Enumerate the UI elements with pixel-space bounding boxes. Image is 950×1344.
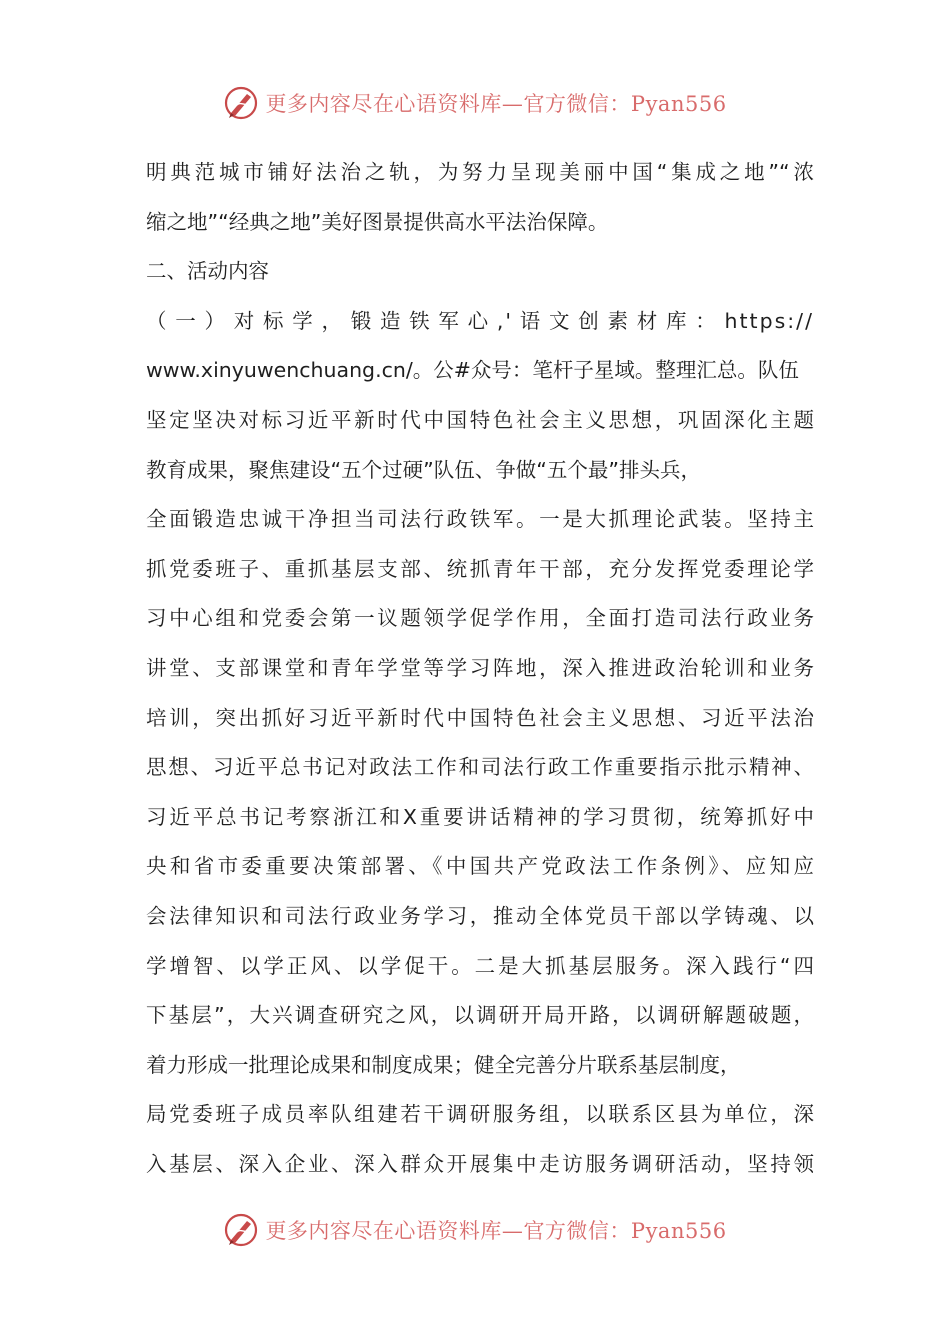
text-line: 抓党委班子、重抓基层支部、统抓青年干部，充分发挥党委理论学	[146, 556, 814, 581]
text-line: 会法律知识和司法行政业务学习，推动全体党员干部以学铸魂、以	[146, 903, 814, 928]
footer-banner	[0, 1206, 950, 1254]
banner-wechat: 官方微信：Pyan556	[523, 1219, 727, 1243]
section-heading: 二、活动内容	[146, 259, 269, 284]
text-line: 培训，突出抓好习近平新时代中国特色社会主义思想、习近平法治	[146, 705, 814, 730]
text-line: 局党委班子成员率队组建若干调研服务组，以联系区县为单位，深	[146, 1102, 814, 1127]
text-line: 讲堂、支部课堂和青年学堂等学习阵地，深入推进政治轮训和业务	[146, 655, 814, 680]
pen-logo-icon	[223, 1212, 259, 1248]
document-body	[146, 148, 814, 1189]
text-line: 坚定坚决对标习近平新时代中国特色社会主义思想，巩固深化主题	[146, 407, 814, 432]
text-line: 教育成果，聚焦建设“五个过硬”队伍、争做“五个最”排头兵，	[146, 457, 701, 482]
banner-title: 更多内容尽在心语资料库—	[265, 1219, 524, 1243]
text-line: 下基层”，大兴调查研究之风，以调研开局开路，以调研解题破题，	[146, 1003, 814, 1028]
text-line: 缩之地”“经典之地”美好图景提供高水平法治保障。	[146, 209, 609, 234]
text-line: 入基层、深入企业、深入群众开展集中走访服务调研活动，坚持领	[146, 1151, 814, 1176]
text-line: www.xinyuwenchuang.cn/。公#众号：笔杆子星域。整理汇总。队伍	[146, 358, 799, 383]
text-line: 学增智、以学正风、以学促干。二是大抓基层服务。深入践行“四	[146, 953, 814, 978]
header-banner	[0, 79, 950, 127]
text-line: 全面锻造忠诚干净担当司法行政铁军。一是大抓理论武装。坚持主	[146, 507, 814, 532]
text-line: 央和省市委重要决策部署、《中国共产党政法工作条例》、应知应	[146, 854, 814, 879]
text-line: （一）对标学，锻造铁军心,'语文创素材库：https://	[146, 308, 814, 333]
text-line: 习中心组和党委会第一议题领学促学作用，全面打造司法行政业务	[146, 606, 814, 631]
pen-logo-icon	[223, 85, 259, 121]
text-line: 着力形成一批理论成果和制度成果；健全完善分片联系基层制度，	[146, 1052, 741, 1077]
text-line: 习近平总书记考察浙江和X重要讲话精神的学习贯彻，统筹抓好中	[146, 804, 814, 829]
banner-title: 更多内容尽在心语资料库—	[265, 92, 524, 116]
banner-wechat: 官方微信：Pyan556	[523, 92, 727, 116]
text-line: 明典范城市铺好法治之轨，为努力呈现美丽中国“集成之地”“浓	[146, 160, 814, 184]
text-line: 思想、习近平总书记对政法工作和司法行政工作重要指示批示精神、	[146, 755, 814, 780]
